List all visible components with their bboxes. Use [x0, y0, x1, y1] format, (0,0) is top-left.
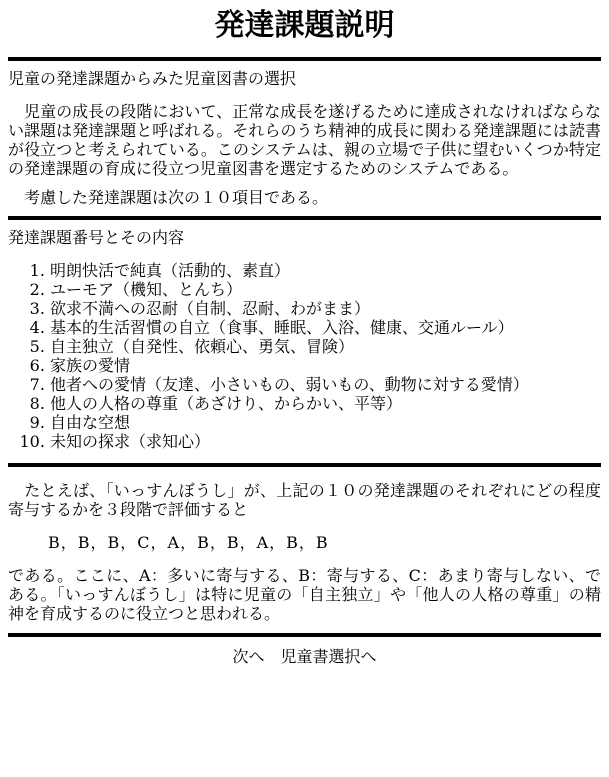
divider-example [8, 463, 601, 467]
divider-footer [8, 633, 601, 637]
task-item: 7. 他者への愛情（友達、小さいもの、弱いもの、動物に対する愛情） [50, 375, 601, 394]
next-link[interactable]: 次へ 児童書選択へ [232, 647, 377, 666]
task-item: 9. 自由な空想 [50, 413, 601, 432]
page-title: 発達課題説明 [214, 8, 395, 43]
footer-nav [8, 647, 601, 666]
task-list [8, 261, 601, 451]
task-item: 3. 欲求不満への忍耐（自制、忍耐、わがまま） [50, 299, 601, 318]
divider-top [8, 57, 601, 61]
task-item: 4. 基本的生活習慣の自立（食事、睡眠、入浴、健康、交通ルール） [50, 318, 601, 337]
intro-paragraph: 児童の成長の段階において、正常な成長を遂げるために達成されなければならない課題は発達課題と呼ばれる。それらのうち精神的成長に関わる発達課題には読書が役立つと考えられている。このシステムは、親の立場で子供に望むいくつか特定の発達課題の育成に役立つ児童図書を選定するためのシステムである。 [8, 102, 601, 178]
task-item: 1. 明朗快活で純真（活動的、素直） [50, 261, 601, 280]
page [0, 7, 609, 666]
task-item: 10. 未知の探求（求知心） [50, 432, 601, 451]
task-item: 2. ユーモア（機知、とんち） [50, 280, 601, 299]
task-item: 6. 家族の愛情 [50, 356, 601, 375]
example-intro-paragraph: たとえば、「いっすんぼうし」が、上記の１０の発達課題のそれぞれにどの程度寄与するかを３段階で評価すると [8, 481, 601, 519]
example-legend-paragraph: である。ここに、A：多いに寄与する、B：寄与する、C：あまり寄与しない、である。「いっすんぼうし」は特に児童の「自主独立」や「他人の人格の尊重」の精神を育成するのに役立つと思われる。 [8, 566, 601, 623]
task-count-paragraph: 考慮した発達課題は次の１０項目である。 [8, 188, 329, 207]
intro-section-heading: 児童の発達課題からみた児童図書の選択 [8, 69, 297, 88]
divider-tasks [8, 216, 601, 220]
tasks-section-heading: 発達課題番号とその内容 [8, 228, 185, 247]
example-grades: B，B，B，C，A，B，B，A，B，B [48, 533, 329, 552]
task-item: 5. 自主独立（自発性、依頼心、勇気、冒険） [50, 337, 601, 356]
task-item: 8. 他人の人格の尊重（あざけり、からかい、平等） [50, 394, 601, 413]
